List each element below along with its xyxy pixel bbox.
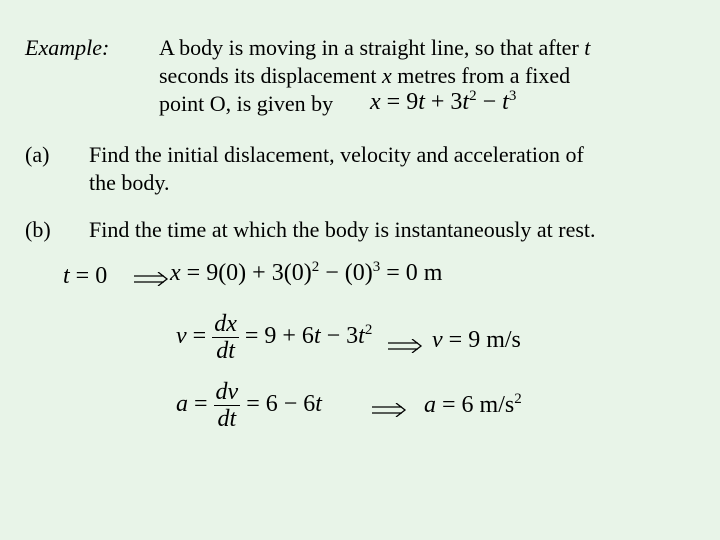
cond-t: t bbox=[63, 263, 70, 289]
eq-exponent: 3 bbox=[508, 88, 517, 104]
example-line-1 bbox=[159, 34, 590, 61]
part-a-label: (a) bbox=[25, 142, 50, 167]
exponent: 2 bbox=[311, 259, 320, 275]
var-t: t bbox=[315, 391, 322, 418]
value: = 6 m/s bbox=[436, 392, 515, 418]
eq-part: + 3 bbox=[424, 89, 463, 115]
var-t: t bbox=[313, 323, 321, 350]
value: = 9 m/s bbox=[442, 327, 521, 353]
var-a: a bbox=[176, 391, 188, 418]
var-x: x bbox=[170, 260, 181, 286]
example-line-3: point O, is given by bbox=[159, 91, 334, 116]
part-a-line-1: Find the initial dislacement, velocity and acceleration of bbox=[89, 142, 584, 167]
numerator: dx bbox=[214, 311, 237, 337]
eq-part: − bbox=[476, 89, 503, 115]
velocity-derivative bbox=[176, 311, 372, 364]
var-a: a bbox=[424, 392, 436, 418]
variable-x: x bbox=[382, 63, 392, 88]
displacement-equation bbox=[370, 89, 516, 116]
eq-exponent: 2 bbox=[469, 88, 477, 104]
implies-arrow-icon bbox=[388, 339, 424, 353]
expr: = 0 m bbox=[380, 260, 443, 286]
equals: = bbox=[188, 391, 214, 418]
example-line-2-rest: metres from a fixed bbox=[391, 63, 571, 88]
fraction-dx-dt bbox=[212, 311, 239, 364]
implies-arrow-icon bbox=[134, 272, 170, 286]
acceleration-derivative bbox=[176, 379, 322, 432]
denominator: dt bbox=[217, 406, 237, 432]
exponent: 2 bbox=[364, 322, 373, 339]
var-t: t bbox=[358, 323, 365, 350]
variable-t: t bbox=[584, 35, 591, 60]
fraction-dv-dt bbox=[214, 379, 241, 432]
part-b-label: (b) bbox=[25, 217, 51, 242]
expr: = 9 + 6 bbox=[238, 323, 314, 350]
denominator: dt bbox=[216, 338, 235, 364]
example-line-1-text: A body is moving in a straight line, so that after bbox=[159, 35, 585, 60]
exponent: 2 bbox=[514, 391, 522, 407]
expr: = 6 − 6 bbox=[240, 391, 316, 418]
initial-velocity bbox=[432, 327, 521, 354]
implies-arrow-icon bbox=[372, 403, 408, 417]
initial-acceleration bbox=[424, 392, 522, 419]
eq-t: t bbox=[502, 89, 509, 115]
condition-t-equals-0 bbox=[63, 263, 107, 290]
exponent: 3 bbox=[372, 259, 381, 275]
cond-rest: = 0 bbox=[69, 263, 108, 289]
equals: = bbox=[186, 323, 213, 350]
expr: = 9(0) + 3(0) bbox=[180, 260, 312, 286]
eq-t: t bbox=[418, 89, 425, 115]
part-b-line-1: Find the time at which the body is instantaneously at rest. bbox=[89, 217, 596, 242]
example-label: Example: bbox=[25, 35, 110, 60]
eq-x: x bbox=[370, 89, 381, 115]
expr: − (0) bbox=[319, 260, 373, 286]
example-line-2-text: seconds its displacement bbox=[159, 63, 383, 88]
expr: − 3 bbox=[320, 323, 359, 350]
eq-t: t bbox=[462, 89, 470, 115]
numerator: dv bbox=[215, 379, 239, 405]
var-v: v bbox=[432, 327, 443, 353]
example-line-2 bbox=[159, 62, 570, 89]
initial-displacement bbox=[170, 260, 442, 287]
var-v: v bbox=[176, 323, 187, 350]
part-a-line-2: the body. bbox=[89, 170, 170, 195]
eq-part: = 9 bbox=[380, 89, 419, 115]
